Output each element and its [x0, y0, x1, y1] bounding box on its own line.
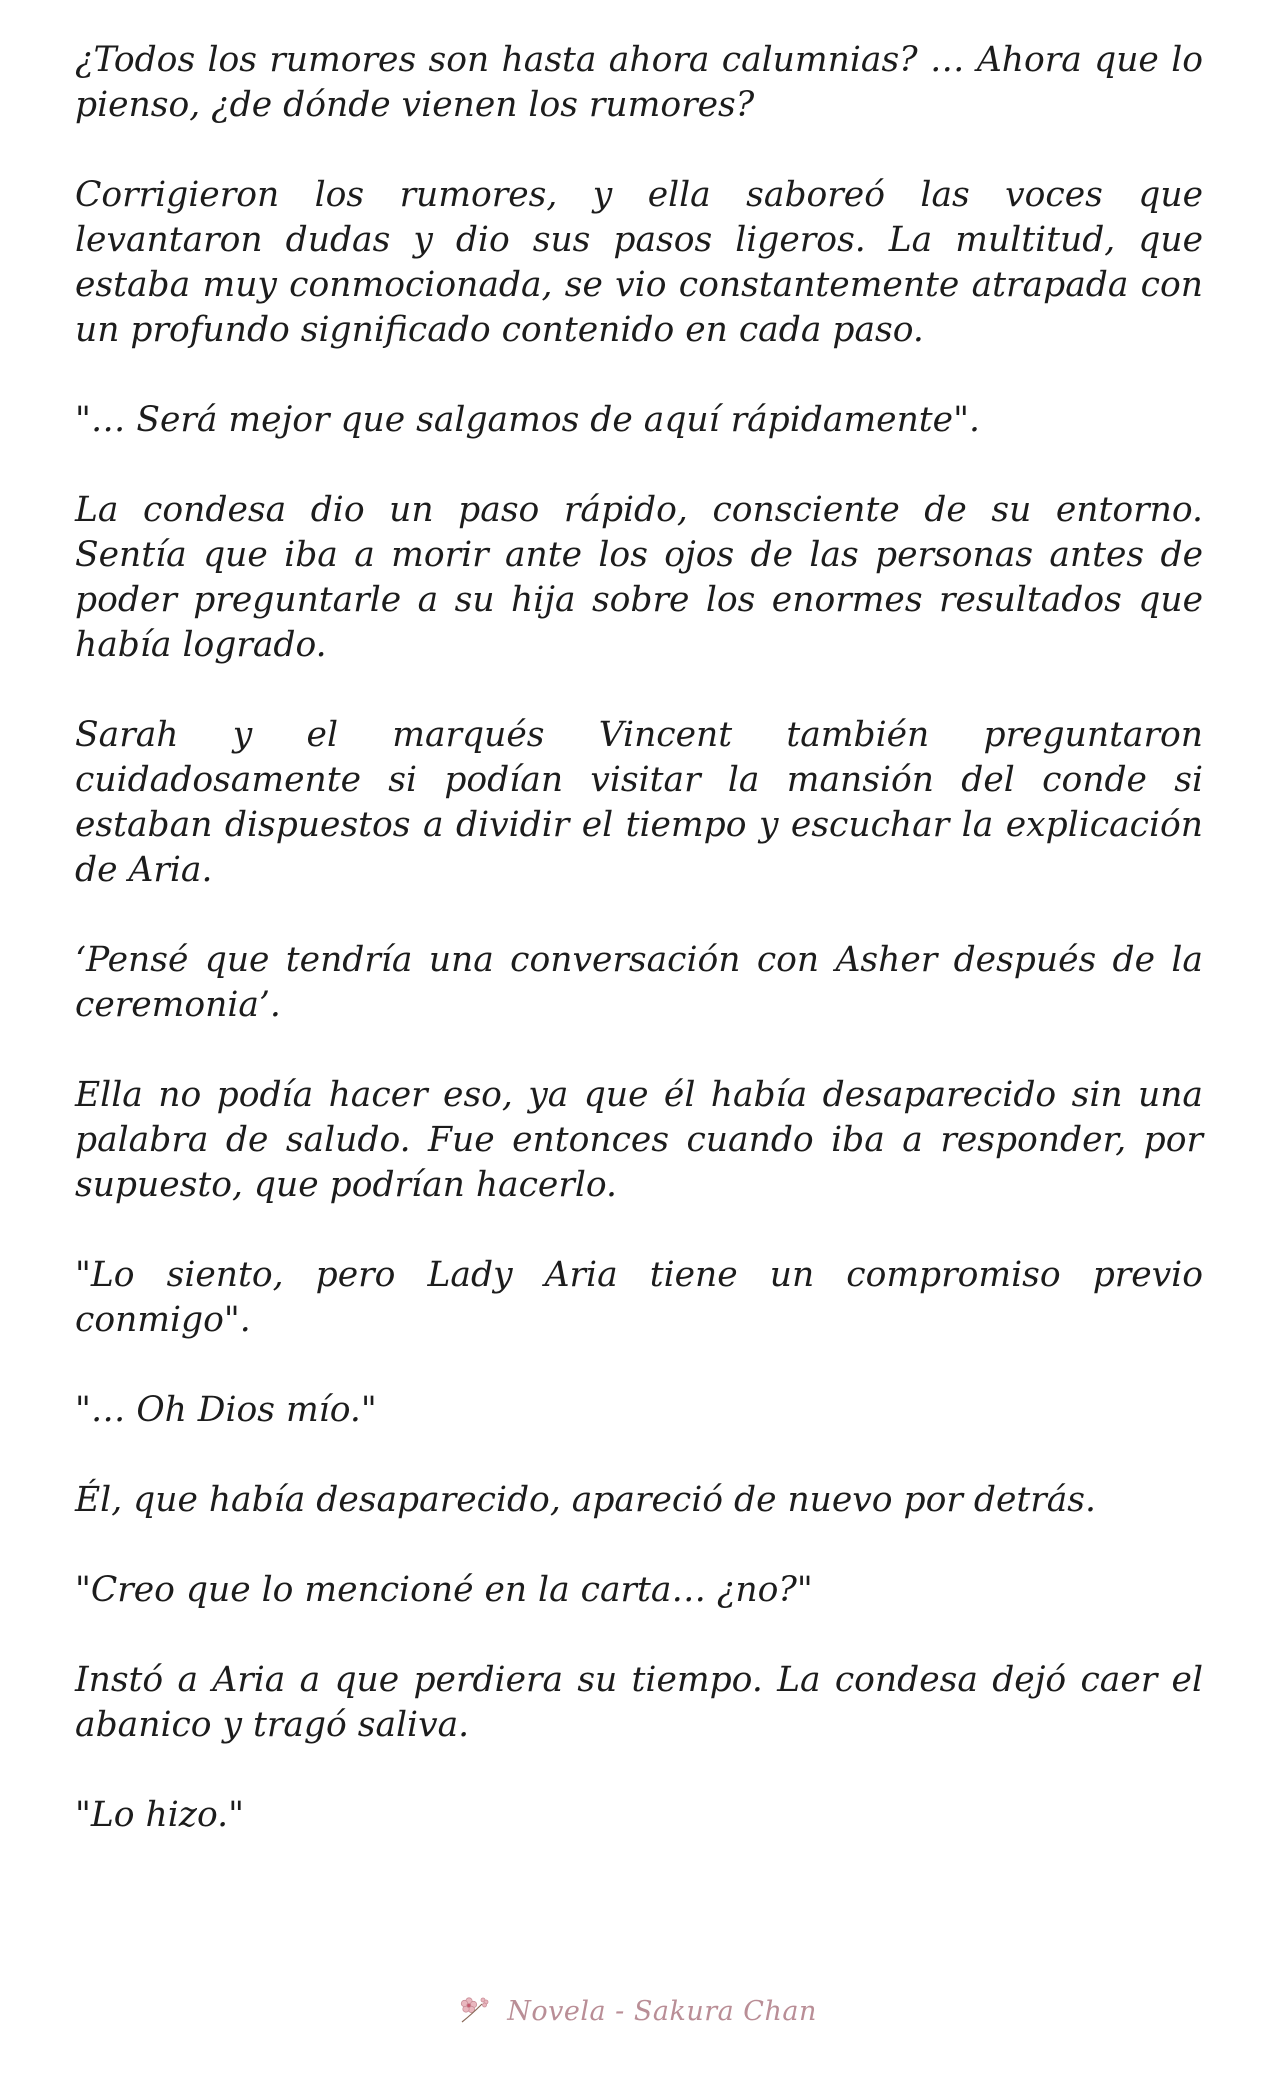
cherry-blossom-icon	[458, 1994, 492, 2031]
paragraph: Corrigieron los rumores, y ella saboreó las voces que levantaron dudas y dio sus pasos ligeros. La multitud, que estaba muy conmocionada, se vio constantemente atrapada con un profundo significado contenido en cada paso.	[75, 175, 1203, 350]
paragraph: ‘Pensé que tendría una conversación con Asher después de la ceremonia’.	[75, 940, 1203, 1025]
paragraph: "Lo hizo."	[75, 1795, 244, 1835]
paragraph: "… Oh Dios mío."	[75, 1390, 377, 1430]
paragraph: ¿Todos los rumores son hasta ahora calumnias? … Ahora que lo pienso, ¿de dónde vienen los rumores?	[75, 40, 1203, 125]
paragraph: Instó a Aria a que perdiera su tiempo. La condesa dejó caer el abanico y tragó saliva.	[75, 1660, 1203, 1745]
paragraph: Ella no podía hacer eso, ya que él había desaparecido sin una palabra de saludo. Fue entonces cuando iba a responder, por supuesto, que podrían hacerlo.	[75, 1075, 1203, 1205]
paragraph: "… Será mejor que salgamos de aquí rápidamente".	[75, 400, 980, 440]
chapter-text	[75, 38, 1203, 1883]
paragraph: Él, que había desaparecido, apareció de nuevo por detrás.	[75, 1480, 1096, 1520]
paragraph: "Creo que lo mencioné en la carta… ¿no?"	[75, 1570, 813, 1610]
paragraph: "Lo siento, pero Lady Aria tiene un compromiso previo conmigo".	[75, 1255, 1203, 1340]
watermark-footer	[0, 1994, 1275, 2031]
watermark-label: Novela - Sakura Chan	[507, 1996, 817, 2027]
paragraph: Sarah y el marqués Vincent también preguntaron cuidadosamente si podían visitar la mansión del conde si estaban dispuestos a dividir el tiempo y escuchar la explicación de Aria.	[75, 715, 1203, 890]
paragraph: La condesa dio un paso rápido, consciente de su entorno. Sentía que iba a morir ante los ojos de las personas antes de poder preguntarle a su hija sobre los enormes resultados que había logrado.	[75, 490, 1203, 665]
